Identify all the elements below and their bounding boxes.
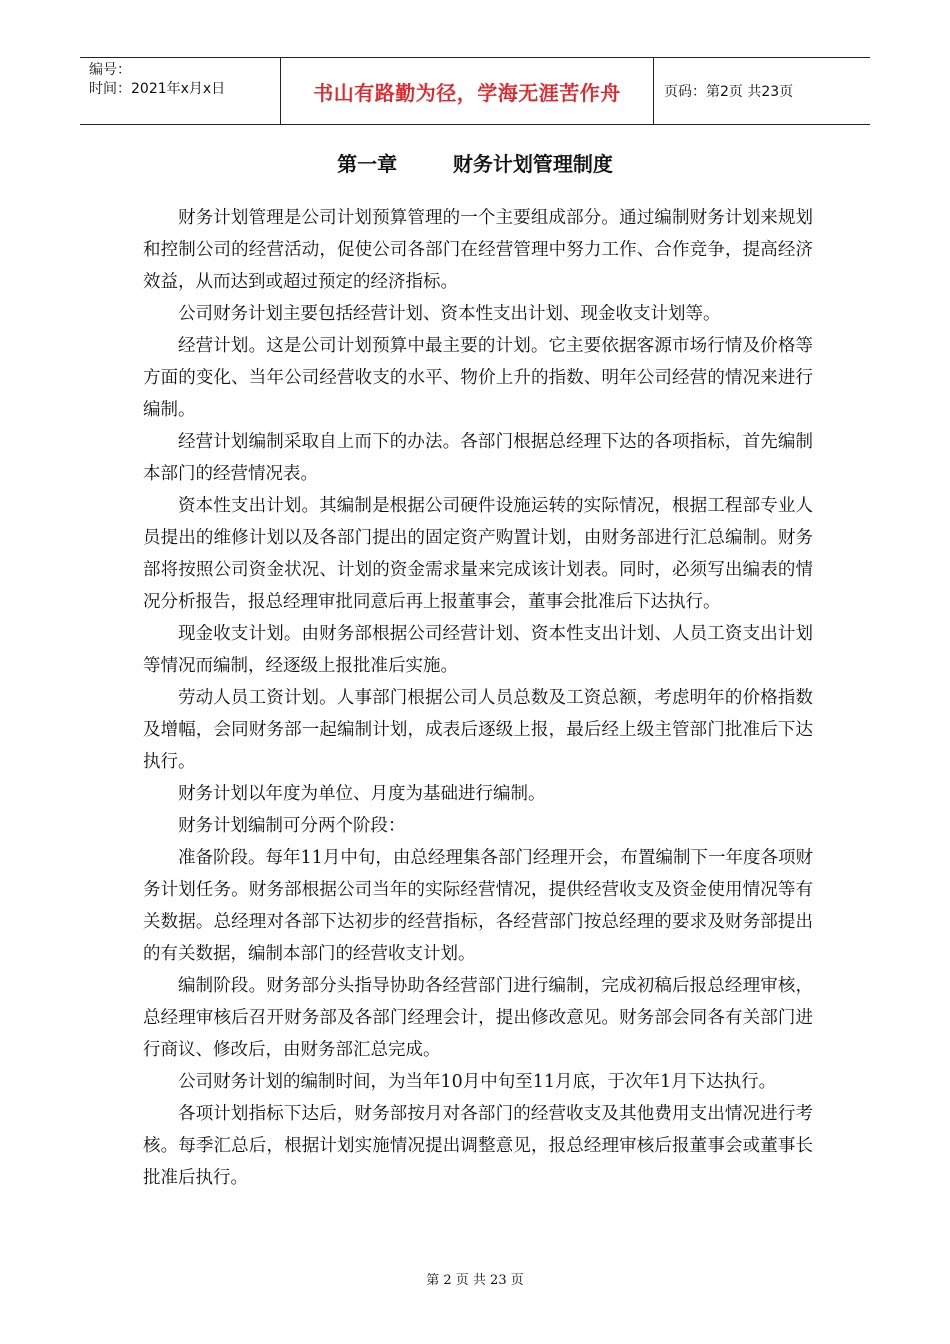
paragraph: 财务计划以年度为单位、月度为基础进行编制。 [178,784,546,804]
header-page-info: 页码：第2页 共23页 [664,84,794,100]
paragraph: 公司财务计划主要包括经营计划、资本性支出计划、现金收支计划等。 [178,304,721,324]
document-number-label: 编号： [89,62,131,78]
paragraph: 资本性支出计划。其编制是根据公司硬件设施运转的实际情况，根据工程部专业人员提出的维修计划以及各部门提出的固定资产购置计划，由财务部进行汇总编制。财务部将按照公司资金状况、计划的资金需求量来完成该计划表。同时，必须写出编表的情况分析报告，报总经理审批同意后再上报董事会，董事会批准后下达执行。 [143,496,813,612]
paragraph: 各项计划指标下达后，财务部按月对各部门的经营收支及其他费用支出情况进行考核。每季汇总后，根据计划实施情况提出调整意见，报总经理审核后报董事会或董事长批准后执行。 [143,1104,813,1188]
paragraph: 编制阶段。财务部分头指导协助各经营部门进行编制，完成初稿后报总经理审核，总经理审核后召开财务部及各部门经理会计，提出修改意见。财务部会同各有关部门进行商议、修改后，由财务部汇总完成。 [143,976,813,1060]
paragraph: 经营计划编制采取自上而下的办法。各部门根据总经理下达的各项指标，首先编制本部门的经营情况表。 [143,432,813,484]
chapter-title: 第一章 财务计划管理制度 [337,152,613,176]
page-header [80,57,870,125]
paragraph: 现金收支计划。由财务部根据公司经营计划、资本性支出计划、人员工资支出计划等情况而编制，经逐级上报批准后实施。 [143,624,813,676]
paragraph: 劳动人员工资计划。人事部门根据公司人员总数及工资总额，考虑明年的价格指数及增幅，会同财务部一起编制计划，成表后逐级上报，最后经上级主管部门批准后下达执行。 [143,688,813,772]
header-motto-cell [281,58,654,124]
header-page-cell [654,58,870,124]
footer-page-number: 第 2 页 共 23 页 [426,1273,524,1288]
paragraph: 准备阶段。每年11月中旬，由总经理集各部门经理开会，布置编制下一年度各项财务计划任务。财务部根据公司当年的实际经营情况，提供经营收支及资金使用情况等有关数据。总经理对各部下达初步的经营指标，各经营部门按总经理的要求及财务部提出的有关数据，编制本部门的经营收支计划。 [143,848,813,964]
paragraph: 经营计划。这是公司计划预算中最主要的计划。它主要依据客源市场行情及价格等方面的变化、当年公司经营收支的水平、物价上升的指数、明年公司经营的情况来进行编制。 [143,336,813,420]
paragraph: 公司财务计划的编制时间，为当年10月中旬至11月底，于次年1月下达执行。 [178,1072,777,1092]
page-footer [0,1269,950,1288]
document-body [143,202,813,1194]
document-time-label: 时间：2021年x月x日 [89,81,226,97]
header-meta-cell [80,58,281,124]
paragraph: 财务计划管理是公司计划预算管理的一个主要组成部分。通过编制财务计划来规划和控制公司的经营活动，促使公司各部门在经营管理中努力工作、合作竞争，提高经济效益，从而达到或超过预定的经济指标。 [143,208,813,292]
paragraph: 财务计划编制可分两个阶段： [178,816,406,836]
header-motto: 书山有路勤为径，学海无涯苦作舟 [313,80,621,105]
